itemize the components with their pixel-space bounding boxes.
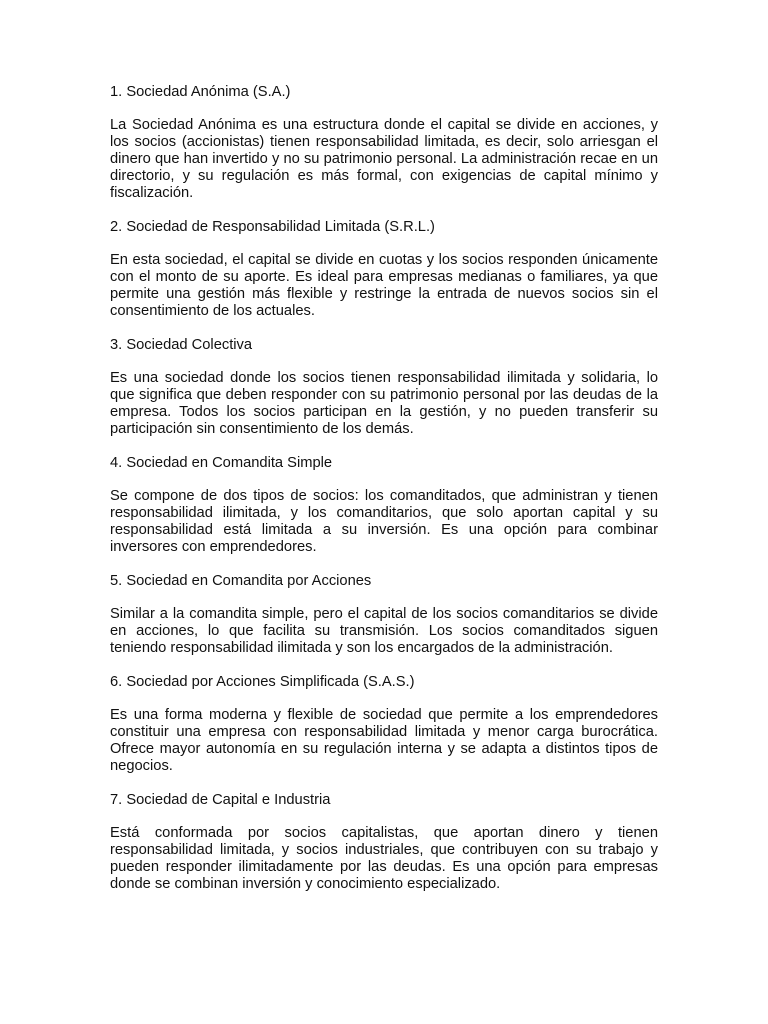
section-paragraph: Se compone de dos tipos de socios: los comanditados, que administran y tienen responsabilidad ilimitada, y los comanditarios, que solo aportan capital y su responsabilidad está limitada a su inversión. Es una opción para combinar inversores con emprendedores. bbox=[110, 488, 658, 555]
document-page bbox=[110, 84, 658, 910]
section-paragraph: La Sociedad Anónima es una estructura donde el capital se divide en acciones, y los socios (accionistas) tienen responsabilidad limitada, es decir, solo arriesgan el dinero que han invertido y no su patrimonio personal. La administración recae en un directorio, y su regulación es más formal, con exigencias de capital mínimo y fiscalización. bbox=[110, 117, 658, 201]
section-capital-e-industria bbox=[110, 792, 658, 893]
section-heading: 3. Sociedad Colectiva bbox=[110, 337, 253, 353]
section-paragraph: Es una sociedad donde los socios tienen responsabilidad ilimitada y solidaria, lo que significa que deben responder con su patrimonio personal por las deudas de la empresa. Todos los socios participan en la gestión, y no pueden transferir su participación sin consentimiento de los demás. bbox=[110, 370, 658, 437]
section-heading: 4. Sociedad en Comandita Simple bbox=[110, 455, 333, 471]
section-paragraph: Está conformada por socios capitalistas, que aportan dinero y tienen responsabilidad limitada, y socios industriales, que contribuyen con su trabajo y pueden responder ilimitadamente por las deudas. Es una opción para empresas donde se combinan inversión y conocimiento especializado. bbox=[110, 825, 658, 892]
section-sociedad-responsabilidad-limitada bbox=[110, 219, 658, 320]
section-heading: 5. Sociedad en Comandita por Acciones bbox=[110, 573, 372, 589]
section-heading: 7. Sociedad de Capital e Industria bbox=[110, 792, 331, 808]
section-comandita-por-acciones bbox=[110, 573, 658, 657]
section-paragraph: En esta sociedad, el capital se divide en cuotas y los socios responden únicamente con el monto de su aporte. Es ideal para empresas medianas o familiares, ya que permite una gestión más flexible y restringe la entrada de nuevos socios sin el consentimiento de los actuales. bbox=[110, 252, 658, 319]
section-paragraph: Es una forma moderna y flexible de sociedad que permite a los emprendedores constituir una empresa con responsabilidad limitada y menor carga burocrática. Ofrece mayor autonomía en su regulación interna y se adapta a distintos tipos de negocios. bbox=[110, 707, 658, 774]
section-heading: 2. Sociedad de Responsabilidad Limitada (S.R.L.) bbox=[110, 219, 435, 235]
section-sociedad-colectiva bbox=[110, 337, 658, 438]
section-heading: 1. Sociedad Anónima (S.A.) bbox=[110, 84, 291, 100]
section-comandita-simple bbox=[110, 455, 658, 556]
section-heading: 6. Sociedad por Acciones Simplificada (S.A.S.) bbox=[110, 674, 415, 690]
section-sociedad-anonima bbox=[110, 84, 658, 202]
section-acciones-simplificada bbox=[110, 674, 658, 775]
section-paragraph: Similar a la comandita simple, pero el capital de los socios comanditarios se divide en acciones, lo que facilita su transmisión. Los socios comanditados siguen teniendo responsabilidad ilimitada y son los encargados de la administración. bbox=[110, 606, 658, 656]
